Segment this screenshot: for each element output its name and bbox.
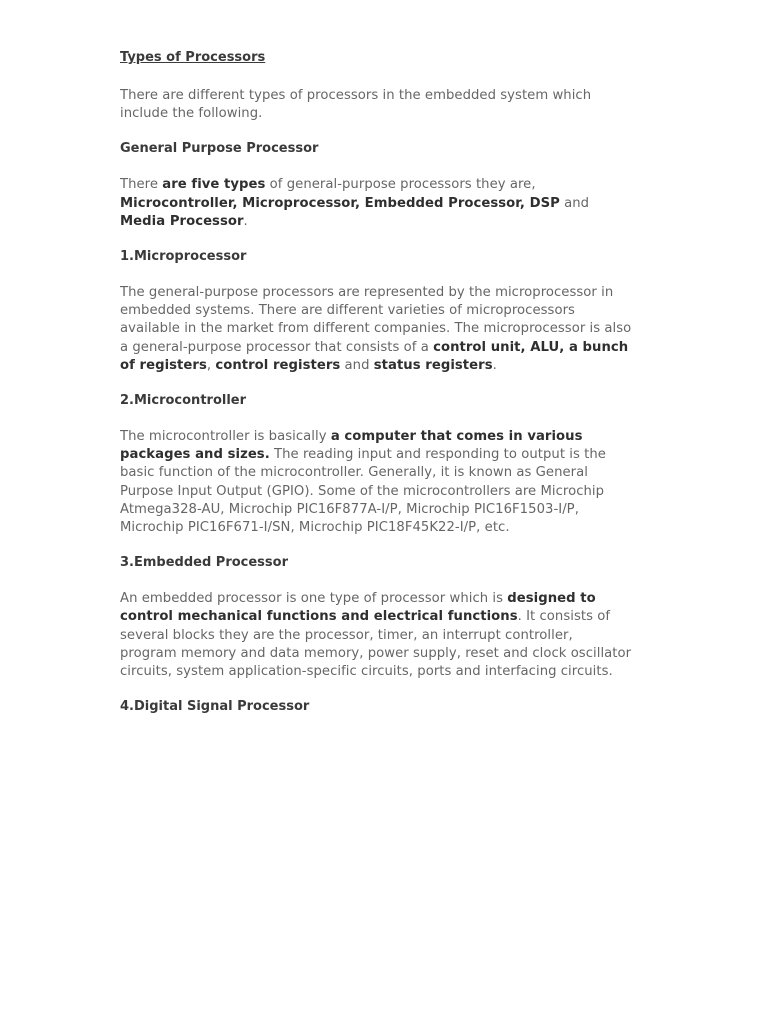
text-run: The microcontroller is basically [120, 429, 331, 445]
text-run: . It consists of several blocks they are the processor, timer, an interrupt controller, program memory and data memory, power supply, reset and clock oscillator circuits, system application-specific circuits, ports and interfacing circuits. [120, 609, 632, 680]
text-run: An embedded processor is one type of processor which is [120, 591, 508, 607]
text-run: , [206, 357, 216, 373]
document-page [120, 48, 632, 734]
text-run: of general-purpose processors they are, [265, 177, 536, 193]
section-heading: 1.Microprocessor [120, 249, 247, 265]
bold-run: status registers [373, 357, 493, 373]
bold-run: are five types [162, 177, 266, 193]
section-paragraph [120, 176, 632, 231]
text-run: . [243, 213, 248, 229]
section-embedded-processor [120, 553, 632, 681]
section-heading: General Purpose Processor [120, 141, 319, 157]
bold-run: Microcontroller, Microprocessor, Embedded Processor, DSP [120, 195, 560, 211]
document-title: Types of Processors [120, 50, 266, 65]
text-run: There [120, 177, 163, 193]
section-paragraph [120, 284, 632, 375]
text-run: The reading input and responding to output is the basic function of the microcontroller. Generally, it is known as General Purpose Input Output (GPIO). Some of the microcontrollers are Microchip Atmega328-AU, Microchip PIC16F877A-I/P, Microchip PIC16F1503-I/P, Microchip PIC16F671-I/SN, Microchip PIC18F45K22-I/P, etc. [120, 447, 606, 536]
section-microprocessor [120, 247, 632, 375]
text-run: . [492, 357, 497, 373]
section-general-purpose [120, 139, 632, 231]
section-paragraph [120, 590, 632, 681]
section-microcontroller [120, 391, 632, 537]
text-run: and [340, 357, 374, 373]
bold-run: control unit, ALU, a bunch of registers [120, 339, 629, 373]
bold-run: control registers [215, 357, 341, 373]
intro-paragraph: There are different types of processors in the embedded system which include the following. [120, 88, 592, 122]
section-heading: 4.Digital Signal Processor [120, 699, 310, 715]
text-run: and [559, 195, 590, 211]
section-heading: 2.Microcontroller [120, 393, 247, 409]
section-heading: 3.Embedded Processor [120, 555, 289, 571]
text-run: The general-purpose processors are represented by the microprocessor in embedded systems. There are different varieties of microprocessors available in the market from different companies. The microprocessor is also a general-purpose processor that consists of a [120, 285, 632, 355]
bold-run: a computer that comes in various packages and sizes. [120, 429, 583, 463]
section-paragraph [120, 428, 632, 537]
section-digital-signal-processor [120, 697, 632, 717]
bold-run: designed to control mechanical functions and electrical functions [120, 591, 596, 625]
bold-run: Media Processor [120, 213, 244, 229]
